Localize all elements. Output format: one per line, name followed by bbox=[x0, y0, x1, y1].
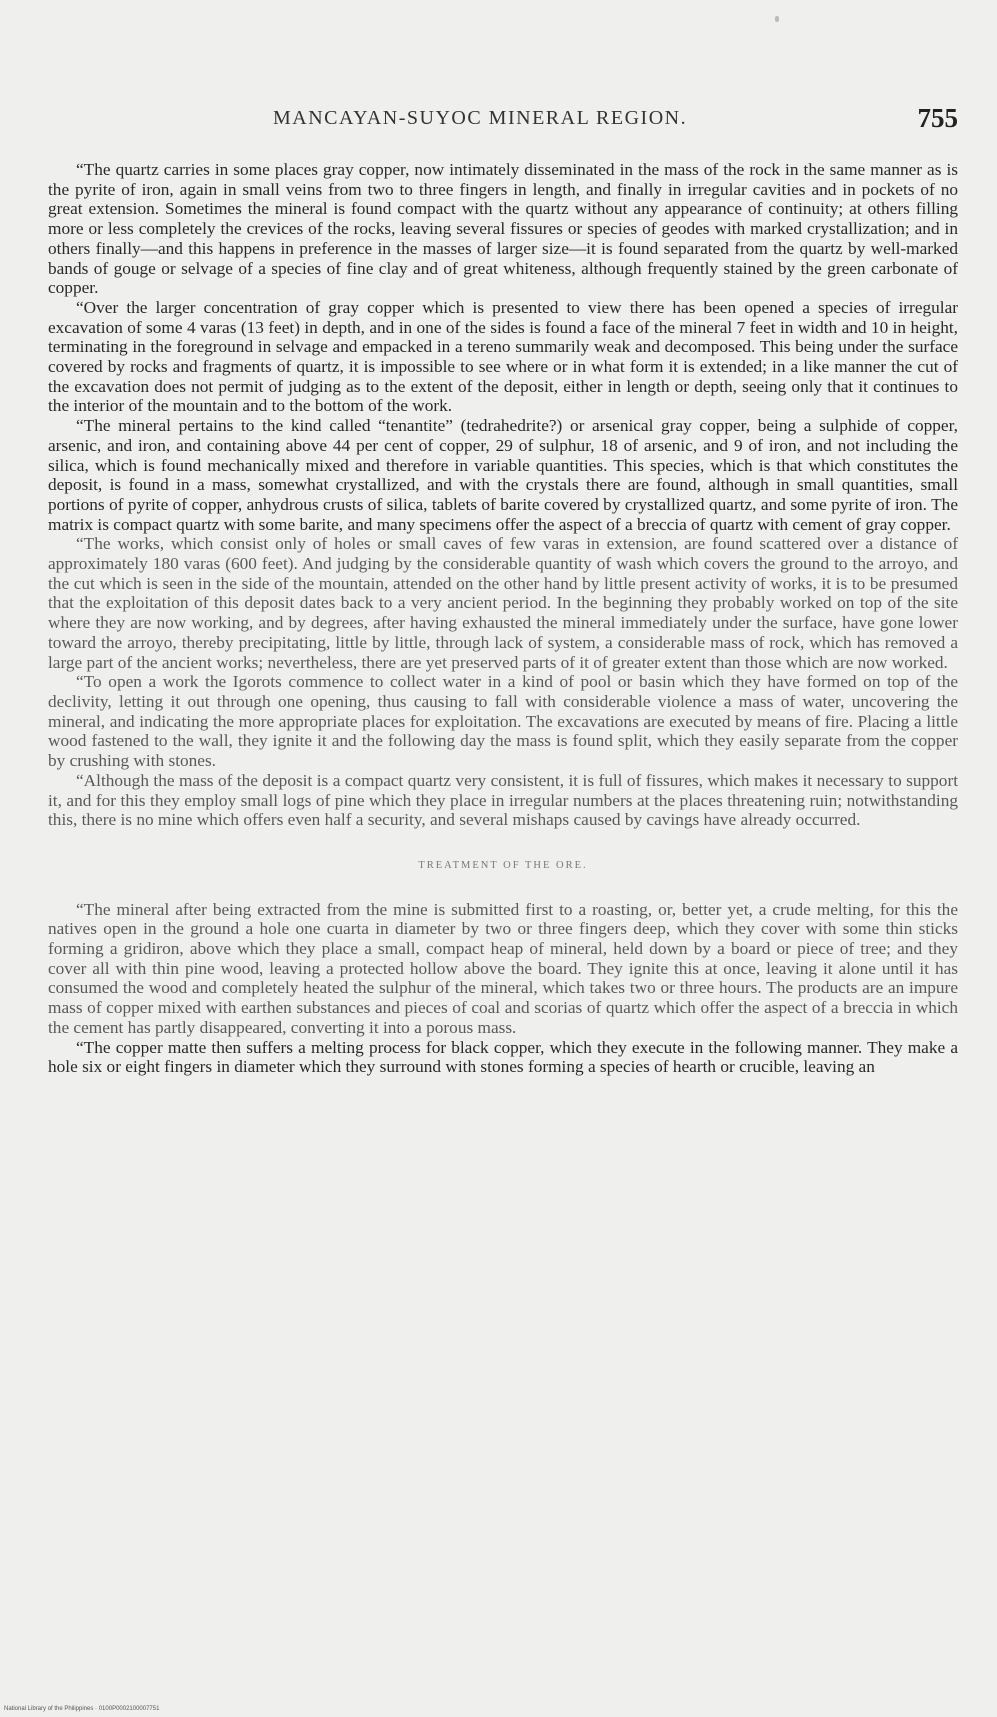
paragraph-fissures: “Although the mass of the deposit is a compact quartz very consistent, it is full of fissures, which makes it necessary to support it, and for this they employ small logs of pine which they place in irregular numbers at the places threatening ruin; notwithstanding this, there is no mine which offers even half a security, and several mishaps caused by cavings have already occurred. bbox=[48, 770, 958, 830]
running-title: MANCAYAN-SUYOC MINERAL REGION. bbox=[273, 107, 688, 129]
running-head bbox=[48, 103, 958, 143]
paragraph-quartz-gray-copper: “The quartz carries in some places gray copper, now intimately disseminated in the mass of the rock in the same manner as is the pyrite of iron, again in small veins from two to three fingers in length, and finally in irregular cavities and in pockets of no great extension. Sometimes the mineral is found compact with the quartz without any appearance of continuity; at others filling more or less completely the crevices of the rocks, leaving several fissures or species of geodes with marked crystallization; and in others finally—and this happens in preference in the masses of larger size—it is found separated from the quartz by well-marked bands of gouge or selvage of a species of fine clay and of great whiteness, although frequently stained by the green carbonate of copper. bbox=[48, 160, 958, 298]
paragraph-works: “The works, which consist only of holes or small caves of few varas in extension, are found scattered over a distance of approximately 180 varas (600 feet). And judging by the considerable quantity of wash which covers the ground to the arroyo, and the cut which is seen in the side of the mountain, attended on the other hand by little present activity of works, it is to be presumed that the exploitation of this deposit dates back to a very ancient period. In the beginning they probably worked on top of the site where they are now working, and by degrees, after having exhausted the mineral immediately under the surface, have gone lower toward the arroyo, thereby precipitating, little by little, through lack of system, a considerable mass of rock, which has removed a large part of the ancient works; nevertheless, there are yet preserved parts of it of greater extent than those which are now worked. bbox=[48, 534, 958, 672]
section-heading: TREATMENT OF THE ORE. bbox=[418, 859, 588, 871]
paragraph-melting: “The copper matte then suffers a melting process for black copper, which they execute in the following manner. They make a hole six or eight fingers in diameter which they surround with stones forming a species of hearth or crucible, leaving an bbox=[48, 1037, 958, 1077]
footer-credit: National Library of the Philippines · 0100P0002100007751 bbox=[4, 1706, 160, 1712]
paragraph-roasting: “The mineral after being extracted from the mine is submitted first to a roasting, or, better yet, a crude melting, for this the natives open in the ground a hole one cuarta in diameter by two or three fingers deep, which they cover with some thin sticks forming a gridiron, above which they place a small, compact heap of mineral, held down by a board or piece of tree; and they cover all with thin pine wood, leaving a protected hollow above the board. They ignite this at once, leaving it alone until it has consumed the wood and completely heated the sulphur of the mineral, which takes two or three hours. The products are an impure mass of copper mixed with earthen substances and pieces of coal and scorias of quartz which offer the aspect of a breccia in which the cement has partly disappeared, converting it into a porous mass. bbox=[48, 899, 958, 1037]
paragraph-igorot-method: “To open a work the Igorots commence to collect water in a kind of pool or basin which they have formed on top of the declivity, letting it out through one opening, thus causing to fall with considerable violence a mass of water, uncovering the mineral, and indicating the more appropriate places for exploitation. The excavations are executed by means of fire. Placing a little wood fastened to the wall, they ignite it and the following day the mass is found split, which they easily separate from the copper by crushing with stones. bbox=[48, 672, 958, 771]
paragraph-excavation: “Over the larger concentration of gray copper which is presented to view there has been opened a species of irregular excavation of some 4 varas (13 feet) in depth, and in one of the sides is found a face of the mineral 7 feet in width and 10 in height, terminating in the foreground in selvage and empacked in a tereno summarily weak and decomposed. This being under the surface covered by rocks and fragments of quartz, it is impossible to see where or in what form it is extended; in a like manner the cut of the excavation does not permit of judging as to the extent of the deposit, either in length or depth, seeing only that it continues to the interior of the mountain and to the bottom of the work. bbox=[48, 297, 958, 416]
document-page bbox=[48, 0, 958, 1717]
body-text bbox=[48, 160, 958, 1077]
paragraph-tenantite: “The mineral pertains to the kind called “tenantite” (tedrahedrite?) or arsenical gray copper, being a sulphide of copper, arsenic, and iron, and containing above 44 per cent of copper, 29 of sulphur, 18 of arsenic, and 9 of iron, and not including the silica, which is found mechanically mixed and therefore in variable quantities. This species, which is that which constitutes the deposit, is found in a mass, somewhat crystallized, and with the crystals there are found, although in small quantities, small portions of pyrite of copper, anhydrous crusts of silica, tablets of barite covered by crystallized quartz, and some pyrite of iron. The matrix is compact quartz with some barite, and many specimens offer the aspect of a breccia of quartz with cement of gray copper. bbox=[48, 416, 958, 534]
page-number: 755 bbox=[917, 103, 958, 133]
